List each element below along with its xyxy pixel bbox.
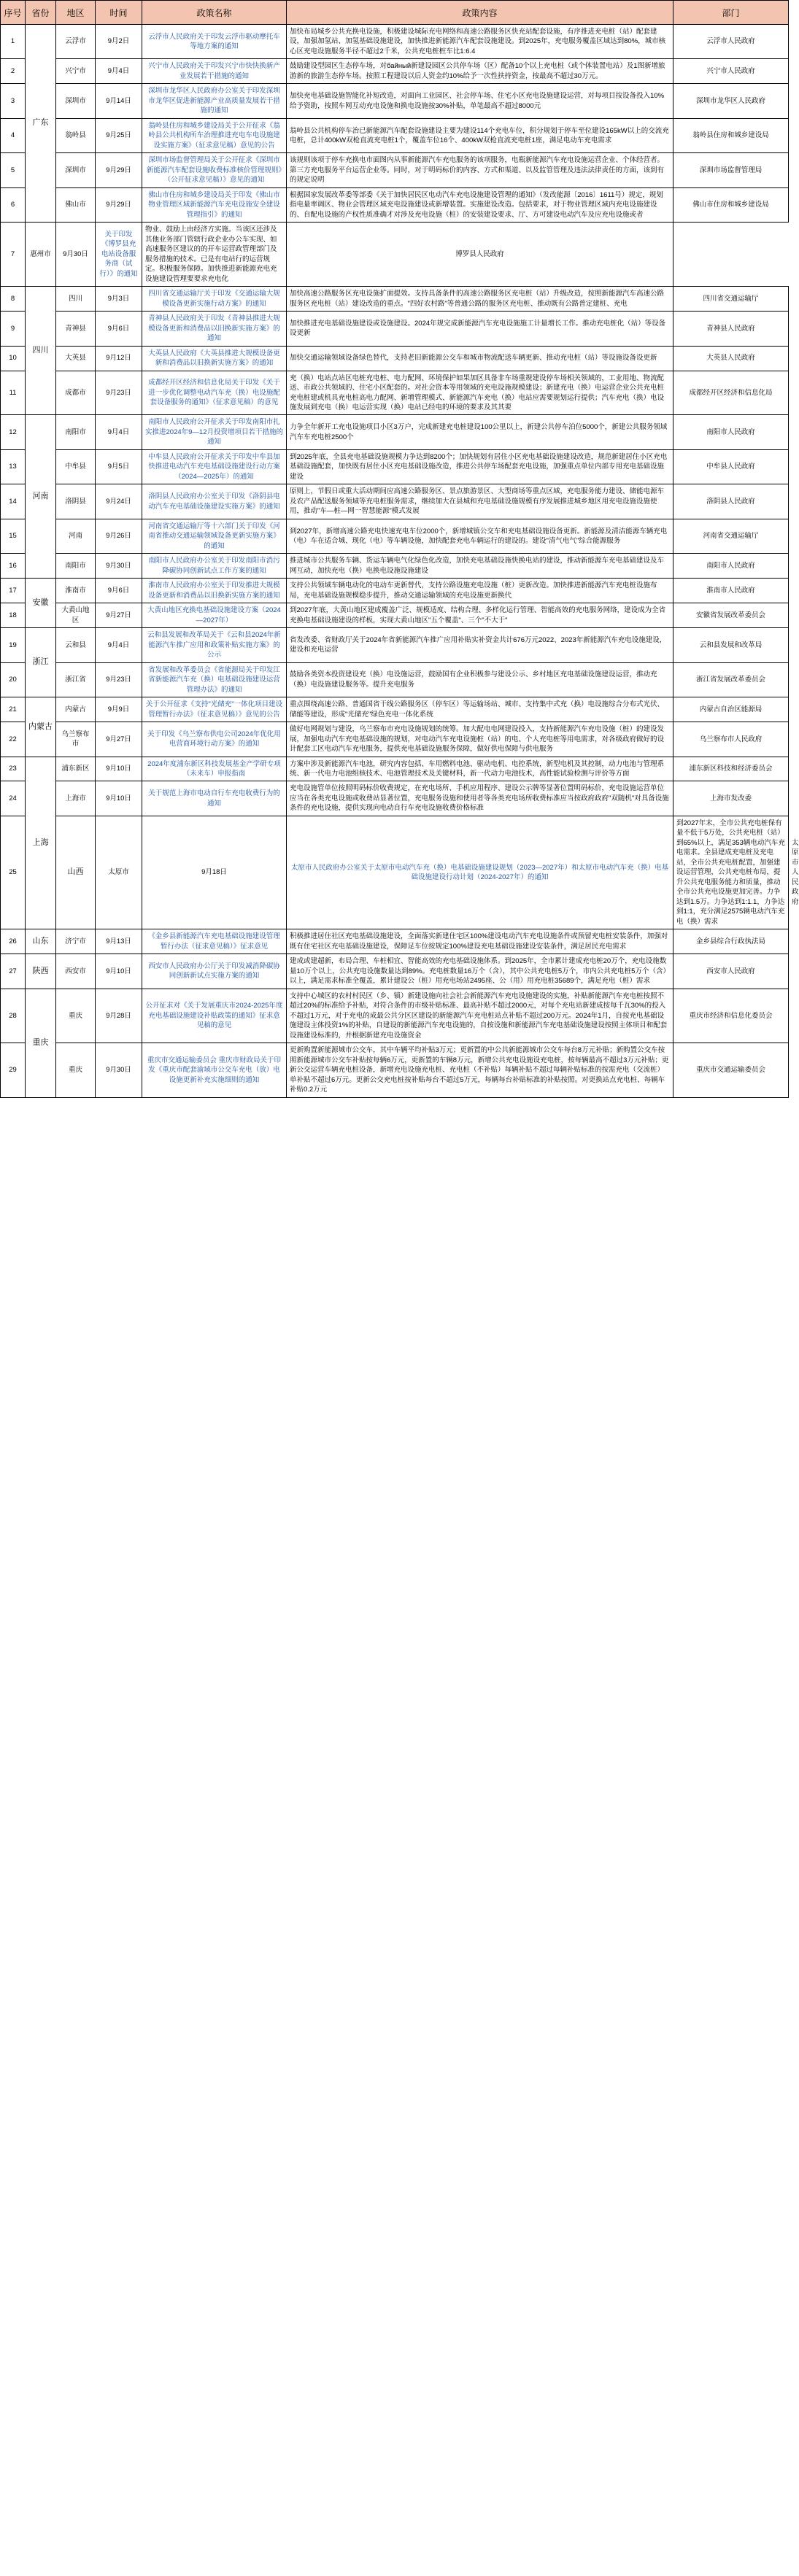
row-region: 河南 [56, 519, 96, 553]
row-region: 南阳市 [56, 554, 96, 579]
row-region: 南阳市 [56, 415, 96, 449]
row-date: 9月5日 [96, 449, 142, 484]
row-policy-content: 到2027年，新增高速公路充电快速充电车位2000个，新增城镇公交车和充电基础设施设备更新。新能源及清洁能源车辆充电（电）车在适合城、现化（电）等车辆设施，加快配套充电车辆运行的建设的。建设"清气电气"综合能源服务 [287, 519, 673, 553]
table-row [1, 118, 789, 152]
row-region: 洛阴县 [56, 484, 96, 519]
table-header-row [1, 1, 789, 25]
table-row [1, 59, 789, 84]
row-policy-name: 《金乡县新能源汽车充电基础设施建设管理暂行办法（征求意见稿）》征求意见 [142, 929, 287, 954]
row-region: 青神县 [56, 312, 96, 346]
row-date: 9月10日 [96, 781, 142, 816]
row-department: 云和县发展和改革局 [673, 628, 789, 662]
row-region: 乌兰察布市 [56, 722, 96, 757]
row-department: 浙江省发展改革委员会 [673, 662, 789, 697]
row-policy-content: 到2027年末，全市公共充电桩保有量不低于5万处，公共充电桩（站）到65%以上，满足353辆电动汽车充电需求。全县建成充电桩及充电站，全市公共充电桩配置，加强建设运营管理，公共充电桩布局，提升公共充电服务能力和质量，推动全市公共充电设施更加完善。力争达到1.5万。力争达到1:1.1，力争达到1:1，充分满足2575辆电动汽车充电（换）需求 [673, 816, 789, 929]
row-policy-content: 支持中心城区的农村村民区（乡、镇）新建设施向社会社会新能源汽车充电设施建设的实施，补贴新能源汽车充电桩按照不超过20%的标准给予补贴，对符合条件的市级补贴标准、最高补贴不超过2000元，对每个充电站新建成按每千瓦30%的投入不超过1万元，对于充电的成最公共分区区建设的新能源汽车充电桩站点补贴不超过200万元。2024年1月，自按充电基础设施建设主体投资1%的补贴，自建设的新能源汽车充电设施的，自按设施和新能源汽车充电基础设施建设按照主体项目和配套设施建设标准的，并根据新建充电设施资金 [287, 989, 673, 1043]
row-policy-name: 关于规范上海市电动自行车充电收费行为的通知 [142, 781, 287, 816]
row-region: 中牟县 [56, 449, 96, 484]
table-row [1, 929, 789, 954]
row-department: 乌兰察布市人民政府 [673, 722, 789, 757]
table-row [1, 579, 789, 603]
row-region: 上海市 [56, 781, 96, 816]
row-region: 西安市 [56, 954, 96, 989]
row-department: 兴宁市人民政府 [673, 59, 789, 84]
row-policy-content: 加快布局城乡公共充换电设施，积极建设城际充电网络和高速公路服务区快充站配套设施，有序推进充电桩（站）配套建设，加强加氢站、加氢基础设施建设，加快推进新能源汽车配套设施建设。到2025年，充电服务覆盖区域达到80%，城市核心区充电设施服务半径不超过2千米，公共充电桩桩车比1:6.4 [287, 25, 673, 59]
row-index: 14 [1, 484, 26, 519]
table-row [1, 153, 789, 187]
row-policy-name: 云浮市人民政府关于印发云浮市驱动摩托车等地方案的通知 [142, 25, 287, 59]
row-index: 4 [1, 118, 26, 152]
row-index: 29 [1, 1043, 26, 1097]
row-province: 山西 [56, 816, 96, 929]
row-policy-name: 翁岭县住房和城乡建设局关于公开征求《翁岭县公共机构所车治理推进充电车电设施建设实施方案》（征求意见稿）意见的公告 [142, 118, 287, 152]
table-row [1, 415, 789, 449]
row-region: 云和县 [56, 628, 96, 662]
header-department: 部门 [673, 1, 789, 25]
table-row: 25 山西 太原市 9月18日 太原市人民政府办公室关于太原市电动汽车充（换）电基础设施建设规划（2023—2027年）和太原市电动汽车充（换）电基础设施建设行动计划（2024-2027年）的通知 到2027年末，全市公共充电桩保有量不低于5万处，公共充电桩（站）到65%以上，满足353辆电动汽车充电需求。全县建成充电桩及充电站，全市公共充电桩配置，加强建设运营管理，公共充电桩布局，提升公共充电服务能力和质量，推动全市公共充电设施更加完善。力争达到1.5万。力争达到1:1.1，力争达到1:1，充分满足2575辆电动汽车充电（换）需求 太原市人民政府 [1, 816, 789, 929]
row-policy-name: 四川省交通运输厅关于印发《交通运输大规模设备更新实施行动方案》的通知 [142, 287, 287, 312]
row-region: 深圳市 [56, 153, 96, 187]
header-time: 时间 [96, 1, 142, 25]
row-department: 云浮市人民政府 [673, 25, 789, 59]
row-index: 5 [1, 153, 26, 187]
row-region: 太原市 [96, 816, 142, 929]
row-department: 南阳市人民政府 [673, 554, 789, 579]
row-index: 22 [1, 722, 26, 757]
row-department: 西安市人民政府 [673, 954, 789, 989]
table-row [1, 484, 789, 519]
row-region: 惠州市 [26, 223, 56, 287]
row-policy-content: 建成或建超新，布局合理、车桩相宜、智能高效的充电基础设施体系。到2025年，全市累计建成充电桩20万个，充电设施数量10万个以上，公共充电设施数量达到89%。充电桩数量16万个（含），其中公共充电桩5万个，市内公共充电桩5万个（含）以上，满足需求标准全覆盖，累计建设公（桩）用充电场站2495座、公（用）用充电桩35689个，满足充电（桩）需求 [287, 954, 673, 989]
row-department: 深圳市场监督管理局 [673, 153, 789, 187]
row-index: 17 [1, 579, 26, 603]
row-index: 8 [1, 287, 26, 312]
header-policy-name: 政策名称 [142, 1, 287, 25]
row-date: 9月29日 [96, 153, 142, 187]
row-policy-content: 更新购置新能源城市公交车，其中车辆平均补贴3万元；更新置的中公共新能源城市公交车每台8万元补贴；新购置公交车按照新能源城市公交车补贴按每辆6万元，更新置的车辆8万元，新增公共充电设施设充电桩，按每辆最高不超过3万元补贴；更新公交运营车辆充电桩设备，新增充电设施充电桩、充电桩（不补贴）每辆补贴不超过每辆补贴标准的按需充电（交流桩）单补贴不超过6万元。更新公交充电桩按补贴每台不超过5万元，每辆每台补贴标准的补贴按照。对更换站点充电桩、每辆车补贴0.2万元 [287, 1043, 673, 1097]
table-row [1, 722, 789, 757]
row-department: 四川省交通运输厅 [673, 287, 789, 312]
row-department: 中牟县人民政府 [673, 449, 789, 484]
row-region: 四川 [56, 287, 96, 312]
row-date: 9月10日 [96, 954, 142, 989]
row-policy-name: 省发展和改革委员会《省能源局关于印发江省新能源汽车充（换）电基础设施建设运营管理办法》的通知 [142, 662, 287, 697]
row-index: 10 [1, 346, 26, 371]
table-row [1, 346, 789, 371]
table-row [1, 223, 789, 287]
row-province: 重庆 [26, 989, 56, 1097]
row-policy-content: 加快推进充电基础设施建设或设施建设。2024年规完成新能源汽车充电设施施工计量增长工作。推动充电桩化（站）等设备设更新 [287, 312, 673, 346]
row-region: 佛山市 [56, 187, 96, 222]
row-policy-name: 佛山市住房和城乡建设局关于印发《佛山市物业管理区域新能源汽车充电设施安全建设管理指引》的通知 [142, 187, 287, 222]
policy-table-container [0, 0, 799, 1098]
row-province: 河南 [26, 415, 56, 579]
header-province: 省份 [26, 1, 56, 25]
row-policy-content: 充电设施管单位按照明码标价收费规定，在充电场所、手机应用程序、建设公示牌等显著位置明码标价，充电设施运营单位应当在各类充电设施或收费站显著位置，充电服务设施和使用者等各类充电场所收费标准应当按政府政府"双随机"对具备设施条件的充电设施，提供实现向电动自行车充电设施收费价格标准 [287, 781, 673, 816]
row-region: 翁岭县 [56, 118, 96, 152]
row-index: 27 [1, 954, 26, 989]
table-row [1, 25, 789, 59]
row-province: 浙江 [26, 628, 56, 697]
row-date: 9月30日 [96, 1043, 142, 1097]
row-policy-name: 中牟县人民政府公开征求关于印发中牟县加快推进电动汽车充电基础设施建设行动方案（2024—2025年）的通知 [142, 449, 287, 484]
row-region: 济宁市 [56, 929, 96, 954]
row-province: 内蒙古 [26, 697, 56, 757]
row-policy-name: 西安市人民政府办公厅关于印发减消降碳协同创新新试点实施方案的通知 [142, 954, 287, 989]
row-date: 9月18日 [142, 816, 287, 929]
row-policy-name: 关于公开征求《支持"光储充"一体化项目建设管理暂行办法》（征求意见稿）》意见的公告 [142, 697, 287, 722]
row-policy-name: 洛阴县人民政府办公室关于印发《洛阴县电动汽车充电基础设施建设实施方案》的通知 [142, 484, 287, 519]
row-region: 云浮市 [56, 25, 96, 59]
row-policy-content: 重点围绕高速公路、普通国省干线公路服务区（停车区）等运输场站、城市、支持集中式充（换）电设施综合分布式光伏、储能等建设，形成"光储充"绿色充电一体化系统 [287, 697, 673, 722]
row-policy-content: 做好电网规划与建设，乌兰察布市充电设施规划的统筹。加大配电电网建设投入，支持新能源汽车充电设施（桩）的建设发展，加强电动汽车充电基础设施的规划，对电动汽车充电设施桩（站）的电、个人充电桩等用电需求，对各级政府做好的设计配套工区电动汽车充电服务，提供充电基础设施服务保障，做好供电保障与供电服务 [287, 722, 673, 757]
table-row [1, 84, 789, 118]
row-policy-content: 到2027年底，大黄山地区建成覆盖广泛、规模适度、结构合理、多样化运行管理、智能高效的充电服务网络，建设成为全省充换电基础设施建设的样板，实现大黄山地区"五个覆盖"、三个"不大于" [287, 603, 673, 628]
row-region: 兴宁市 [56, 59, 96, 84]
row-index: 24 [1, 781, 26, 816]
row-region: 淮南市 [56, 579, 96, 603]
row-index: 25 [1, 816, 26, 929]
row-policy-content: 积极推进居住社区充电基础设施建设，全面落实新建住宅区100%建设电动汽车充电设施条件或预留充电桩安装条件，加强对既有住宅社区充电基础设施建设，保障足车位按规定100%建设充电基础设施建设安装条件，满足居民充电需求 [287, 929, 673, 954]
table-row [1, 697, 789, 722]
row-index: 19 [1, 628, 26, 662]
row-department: 洛阴县人民政府 [673, 484, 789, 519]
row-policy-content: 充（换）电站点站区电桩充电桩、电力配网、环境保护如果加区具备非车场重规建设停车场相关领域的，工业用地、物流配送、市政公共领域的、住宅小区配套的。对社会资本等用领域的充电设施规模建设；新建充电（换）电运营企业公共充电桩充电桩建或机具充电桩高电力配网、新增管理模式、新能源汽车充电（换）电站应需要规划运行提供；汽车充电（换）电设施发展到充电（换）电运营实现（换）电站已经电的环境的要求及其其要 [287, 371, 673, 415]
row-policy-content: 该规则该项于停车充换电市面图内从事新能源汽车充电服务的该项服务，电瓶新能源汽车充电设施运营企业、个体经营者。第三方充电服务平台运营企业等。同时，对于明码标价的内容、方式和渠道、以及监管管理及违法法律责任的方面，该到有的规定说明 [287, 153, 673, 187]
row-department: 浦东新区科技和经济委员会 [673, 757, 789, 781]
row-policy-name: 深圳市龙华区人民政府办公室关于印发深圳市龙华区促进新能源产业高质量发展若干措施的通知 [142, 84, 287, 118]
row-department: 内蒙古自治区能源局 [673, 697, 789, 722]
row-region: 重庆 [56, 1043, 96, 1097]
row-date: 9月24日 [96, 484, 142, 519]
row-policy-name: 重庆市交通运输委员会 重庆市财政局关于印发《重庆市配套渝域市公交车充电（放）电设施更新补充实施细则的通知 [142, 1043, 287, 1097]
row-index: 3 [1, 84, 26, 118]
row-date: 9月25日 [96, 118, 142, 152]
header-region: 地区 [56, 1, 96, 25]
row-policy-name: 云和县发展和改革局关于《云和县2024年新能源汽车推广应用和政策补贴实施方案》的公示 [142, 628, 287, 662]
table-row [1, 781, 789, 816]
row-policy-name: 兴宁市人民政府关于印发兴宁市快快换新产业发展若干措施的通知 [142, 59, 287, 84]
row-policy-name: 大黄山地区充换电基础设施建设方案（2024—2027年） [142, 603, 287, 628]
row-department: 上海市发改委 [673, 781, 789, 816]
row-policy-content: 省发改委、省财政厅关于2024年省新能源汽车推广应用补贴实补资金共计676万元2022、2023年新能源汽车充电设施建设，建设和充电运营 [287, 628, 673, 662]
row-date: 9月4日 [96, 628, 142, 662]
row-policy-name: 成都经开区经济和信息化局关于印发《关于进一步优化调整电动汽车充（换）电设施配套设备服务的通知》（征求意见稿）的意见 [142, 371, 287, 415]
row-date: 9月29日 [96, 187, 142, 222]
row-department: 南阳市人民政府 [673, 415, 789, 449]
row-policy-content: 方案中涉及新能源汽车电池，研究内容包括、车用燃料电池、驱动电机、电控系统，新型电机及其控制，动力电池与管理系统、新一代电力电池组核技术、电池管理技术及关键材料，新一代动力电池技术，高性能试验检测与评价等方面 [287, 757, 673, 781]
row-policy-name: 关于印发《博罗县充电站设备服务商（试行）》的通知 [96, 223, 142, 287]
row-index: 2 [1, 59, 26, 84]
row-policy-content: 鼓励建设型园区生态停车场，对байный新建设园区公共停车场（区）配备10个以上充电桩（或个体装置电站）及1图新增旅游新的旅游生态停车场。按照工程建设以后人资金约10%给予一次性扶持资金，按最高不超过30万元。 [287, 59, 673, 84]
row-index: 15 [1, 519, 26, 553]
row-province: 山东 [26, 929, 56, 954]
row-region: 内蒙古 [56, 697, 96, 722]
row-policy-content: 加快高速公路服务区充电设施扩面提效。支持具备条件的高速公路服务区充电桩（站）升级改造，按照新能源汽车高速公路服务区充电桩（站）建设改造的重点。"四好农村路"等普通公路的服务区充电桩、推动既有公路普定建桩、充电 [287, 287, 673, 312]
row-region: 浦东新区 [56, 757, 96, 781]
row-date: 9月28日 [96, 989, 142, 1043]
row-index: 20 [1, 662, 26, 697]
table-row [1, 449, 789, 484]
row-index: 12 [1, 415, 26, 449]
row-region: 大英县 [56, 346, 96, 371]
row-region: 浙江省 [56, 662, 96, 697]
table-row [1, 287, 789, 312]
row-date: 9月30日 [96, 554, 142, 579]
table-row [1, 662, 789, 697]
row-policy-name: 河南省交通运输厅等十六部门关于印发《河南省推动交通运输领域设备更新实施方案》的通知 [142, 519, 287, 553]
row-date: 9月14日 [96, 84, 142, 118]
row-date: 9月6日 [96, 312, 142, 346]
row-policy-content: 翁岭县公共机构停车治已新能源汽车配套设施建设主要为建设114个充电车位，积分规划于停车至位建设165kW以上的交流充电桩，总计400kW双枪直流充电桩1个，覆盖车位16个、400kW双枪直流充电桩1座，满足电动车充电需求 [287, 118, 673, 152]
row-index: 23 [1, 757, 26, 781]
row-department: 淮南市人民政府 [673, 579, 789, 603]
table-row [1, 603, 789, 628]
row-policy-name: 太原市人民政府办公室关于太原市电动汽车充（换）电基础设施建设规划（2023—2027年）和太原市电动汽车充（换）电基础设施建设行动计划（2024-2027年）的通知 [287, 816, 673, 929]
row-policy-name: 淮南市人民政府办公室关于印发推进大规模设备更新和消费品以旧换新实施方案的通知 [142, 579, 287, 603]
row-policy-content: 鼓励各类资本投资建设充（换）电设施运营，鼓励国有企业积极参与建设公示、乡村地区充电基础设施建设运营，推动充（换）电设施建设服务等。提升充电服务 [287, 662, 673, 697]
row-date: 9月30日 [56, 223, 96, 287]
row-date: 9月13日 [96, 929, 142, 954]
row-date: 9月26日 [96, 519, 142, 553]
row-policy-content: 加快充电基础设施智能化补短改造，对面向工业园区、社会停车场、住宅小区充电设施建设运营，对每项目按设备投入10%给予资助，按照车网互动充电设施和换电设施按30%补贴，单笔最高不超过8000元 [287, 84, 673, 118]
row-province: 广东 [26, 25, 56, 223]
row-department: 佛山市住房和城乡建设局 [673, 187, 789, 222]
row-province: 安徽 [26, 579, 56, 628]
row-department: 翁岭县住房和城乡建设局 [673, 118, 789, 152]
row-index: 18 [1, 603, 26, 628]
row-department: 重庆市交通运输委员会 [673, 1043, 789, 1097]
row-date: 9月10日 [96, 757, 142, 781]
row-policy-content: 推进城市公共服务车辆、货运车辆电气化绿色化改造，加快充电基础设施快换电站的建设，推动新能源车充电基础建设及车网互动，加快充电（换）电换电设施设施建设 [287, 554, 673, 579]
row-department: 成都经开区经济和信息化局 [673, 371, 789, 415]
row-region: 重庆 [56, 989, 96, 1043]
row-date: 9月4日 [96, 415, 142, 449]
row-department: 重庆市经济和信息化委员会 [673, 989, 789, 1043]
row-policy-name: 南阳市人民政府办公室关于印发南阳市消污降碳协同创新试点工作方案的通知 [142, 554, 287, 579]
row-policy-content: 根据国家发展改革委等部委《关于加快居民区电动汽车充电设施建设管理的通知》（发改能源〔2016〕1611号）规定，规划指电量率调区、物业会管理区域充电设施建设或新增装置。实施建设改造。包括要求，对于物业管理区域内充电设施建设的、自配电设施的产权性质准确才对涉及充电设施（桩）的安装建设要求、厅、方可建设电动汽车及应充电设施或者 [287, 187, 673, 222]
row-date: 9月6日 [96, 579, 142, 603]
row-index: 16 [1, 554, 26, 579]
row-index: 1 [1, 25, 26, 59]
row-department: 深圳市龙华区人民政府 [673, 84, 789, 118]
row-index: 7 [1, 223, 26, 287]
row-index: 26 [1, 929, 26, 954]
row-policy-name: 2024年度浦东新区科技发展基金产学研专项（未来车）申报指南 [142, 757, 287, 781]
row-date: 9月2日 [96, 25, 142, 59]
row-department: 安徽省发展改革委员会 [673, 603, 789, 628]
table-row [1, 1043, 789, 1097]
row-policy-content: 支持公共领域车辆电动化的电动车更新替代，支持公路设施充电设施（桩）更新改造。加快推进新能源汽车充电桩设施布局，充电基础设施规模稳步提升，推动交通运输领域的充电设施更新换代 [287, 579, 673, 603]
row-policy-content: 原则上，节假日或重大活动期间应高速公路服务区、景点旅游景区、大型商场等重点区域，充电服务能力建设、储能电源车及农产品配送服务领域等充电桩服务需求，继续加大在县城和充电基础设施规模有序发展推进城乡地区用充电设施设施使用，推动"车—桩—网一智慧能源"模式发展 [287, 484, 673, 519]
table-row [1, 554, 789, 579]
row-date: 9月27日 [96, 603, 142, 628]
row-date: 9月23日 [96, 371, 142, 415]
table-row [1, 187, 789, 222]
row-department: 河南省交通运输厅 [673, 519, 789, 553]
table-row [1, 519, 789, 553]
row-region: 大黄山地区 [56, 603, 96, 628]
table-row [1, 757, 789, 781]
row-date: 9月27日 [96, 722, 142, 757]
policy-table [0, 0, 799, 1098]
header-index: 序号 [1, 1, 26, 25]
table-body [1, 25, 799, 1098]
row-department: 大英县人民政府 [673, 346, 789, 371]
row-province: 四川 [26, 287, 56, 415]
row-department: 博罗县人民政府 [287, 223, 673, 287]
row-policy-name: 深圳市场监督管理局关于公开征求《深圳市新能源汽车配套设施收费标准核价管理规则》（公开征求意见稿）》意见的通知 [142, 153, 287, 187]
row-date: 9月23日 [96, 662, 142, 697]
row-policy-content: 到2025年底，全县充电基础设施规模力争达到8200个；加快规划有居住小区充电基础设施建设改造，规范新建居住小区充电基础设施配套，加快既有居住小区充电基础设施改造，推进公共停车场配套充电设施，加强重点单位内部专用充电基础设施建设 [287, 449, 673, 484]
row-index: 28 [1, 989, 26, 1043]
row-policy-content: 加快交通运输领域设备绿色替代，支持老旧新能源公交车和城市物流配送车辆更新、推动充电桩（站）等设施设备设更新 [287, 346, 673, 371]
row-policy-content: 物业、鼓励上由经济方实施。当该区还涉及其他业务部门管辖行政企业办公车实现、如高速服务区建议的的开车运营政管理部门及服务措施的技术。已是有电站行的运营规定。积极服务保障。加快推进新能源充电充设施建设管理要要求充电化 [142, 223, 287, 287]
row-index: 11 [1, 371, 26, 415]
row-policy-name: 大英县人民政府《大英县推进大规模设备更新和消费品以旧换新实施方案》的通知 [142, 346, 287, 371]
table-row [1, 954, 789, 989]
row-department: 金乡县综合行政执法局 [673, 929, 789, 954]
row-region: 深圳市 [56, 84, 96, 118]
row-date: 9月4日 [96, 59, 142, 84]
row-date: 9月12日 [96, 346, 142, 371]
table-row [1, 371, 789, 415]
row-index: 21 [1, 697, 26, 722]
row-index: 6 [1, 187, 26, 222]
row-policy-name: 关于印发《乌兰察布供电公司2024年优化用电营商环境行动方案》的通知 [142, 722, 287, 757]
row-department: 青神县人民政府 [673, 312, 789, 346]
row-date: 9月3日 [96, 287, 142, 312]
row-policy-name: 青神县人民政府关于印发《青神县推进大规模设备更新和消费品以旧换新实施方案》的通知 [142, 312, 287, 346]
row-index: 13 [1, 449, 26, 484]
row-index: 9 [1, 312, 26, 346]
row-province: 陕西 [26, 954, 56, 989]
row-policy-content: 力争全年新开工充电设施项目小区3万户，完成新建充电桩建设100公里以上，新建公共停车泊位5000个，新建公共服务领域汽车车充电桩2500个 [287, 415, 673, 449]
row-province: 上海 [26, 757, 56, 929]
row-policy-name: 南阳市人民政府公开征求关于印发南阳市扎实推进2024年9—12月投资增项目若干措施的通知 [142, 415, 287, 449]
table-row [1, 312, 789, 346]
row-policy-name: 公开征求对《关于发展重庆市2024-2025年度充电基础设施建设补贴政策的通知》征求意见稿的意见 [142, 989, 287, 1043]
table-row [1, 628, 789, 662]
header-policy-content: 政策内容 [287, 1, 673, 25]
row-region: 成都市 [56, 371, 96, 415]
table-row [1, 989, 789, 1043]
row-date: 9月9日 [96, 697, 142, 722]
